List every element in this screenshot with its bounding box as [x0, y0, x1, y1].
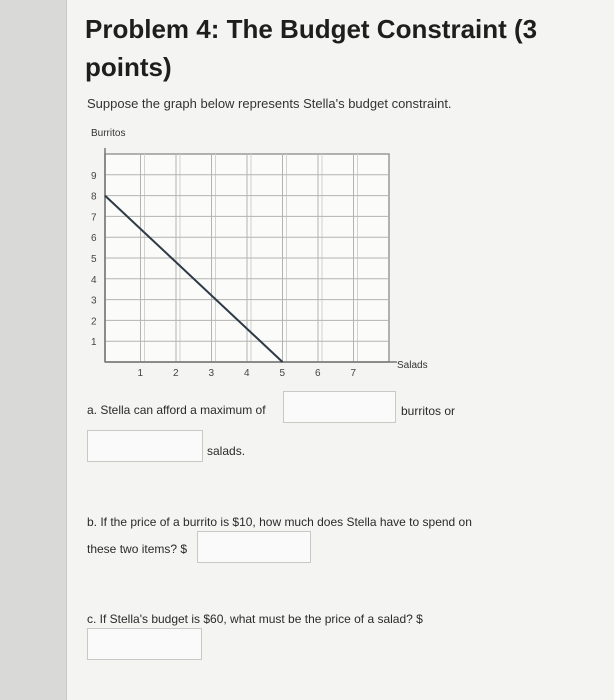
answer-total-spending-input[interactable] [197, 531, 311, 563]
y-tick-label: 3 [91, 295, 97, 307]
y-axis-label: Burritos [91, 128, 126, 139]
chart-grid [105, 148, 397, 362]
question-a-prefix: a. Stella can afford a maximum of [87, 403, 266, 417]
y-tick-label: 5 [91, 254, 97, 265]
budget-constraint-chart [67, 0, 614, 390]
question-c-text: c. If Stella's budget is $60, what must be the price of a salad? $ [87, 612, 423, 626]
y-tick-label: 6 [91, 233, 97, 245]
answer-salad-price-input[interactable] [87, 628, 202, 660]
y-tick-label: 4 [91, 274, 97, 286]
problem-title: Problem 4: The Budget Constraint (3 points) [85, 14, 538, 82]
y-tick-label: 9 [91, 170, 97, 182]
x-axis-label: Salads [397, 360, 428, 371]
x-tick-label: 6 [315, 368, 321, 379]
y-tick-label: 8 [91, 191, 97, 203]
question-b-line2: these two items? $ [87, 542, 188, 556]
x-tick-label: 2 [173, 368, 179, 379]
question-a-burritos-suffix: burritos or [401, 404, 456, 418]
problem-intro: Suppose the graph below represents Stella's budget constraint. [87, 96, 452, 111]
question-a-salads-suffix: salads. [207, 444, 246, 458]
x-tick-label: 7 [350, 368, 357, 379]
y-tick-label: 2 [91, 316, 97, 328]
x-tick-label: 1 [137, 368, 144, 379]
answer-max-burritos-input[interactable] [283, 391, 396, 423]
problem-page [66, 0, 614, 700]
x-tick-label: 3 [208, 368, 215, 379]
y-tick-label: 7 [91, 212, 97, 224]
y-tick-label: 1 [91, 337, 97, 349]
x-tick-label: 4 [244, 368, 250, 379]
answer-max-salads-input[interactable] [87, 430, 203, 462]
question-b-line1: b. If the price of a burrito is $10, how much does Stella have to spend on [87, 515, 472, 529]
x-tick-label: 5 [279, 368, 286, 379]
